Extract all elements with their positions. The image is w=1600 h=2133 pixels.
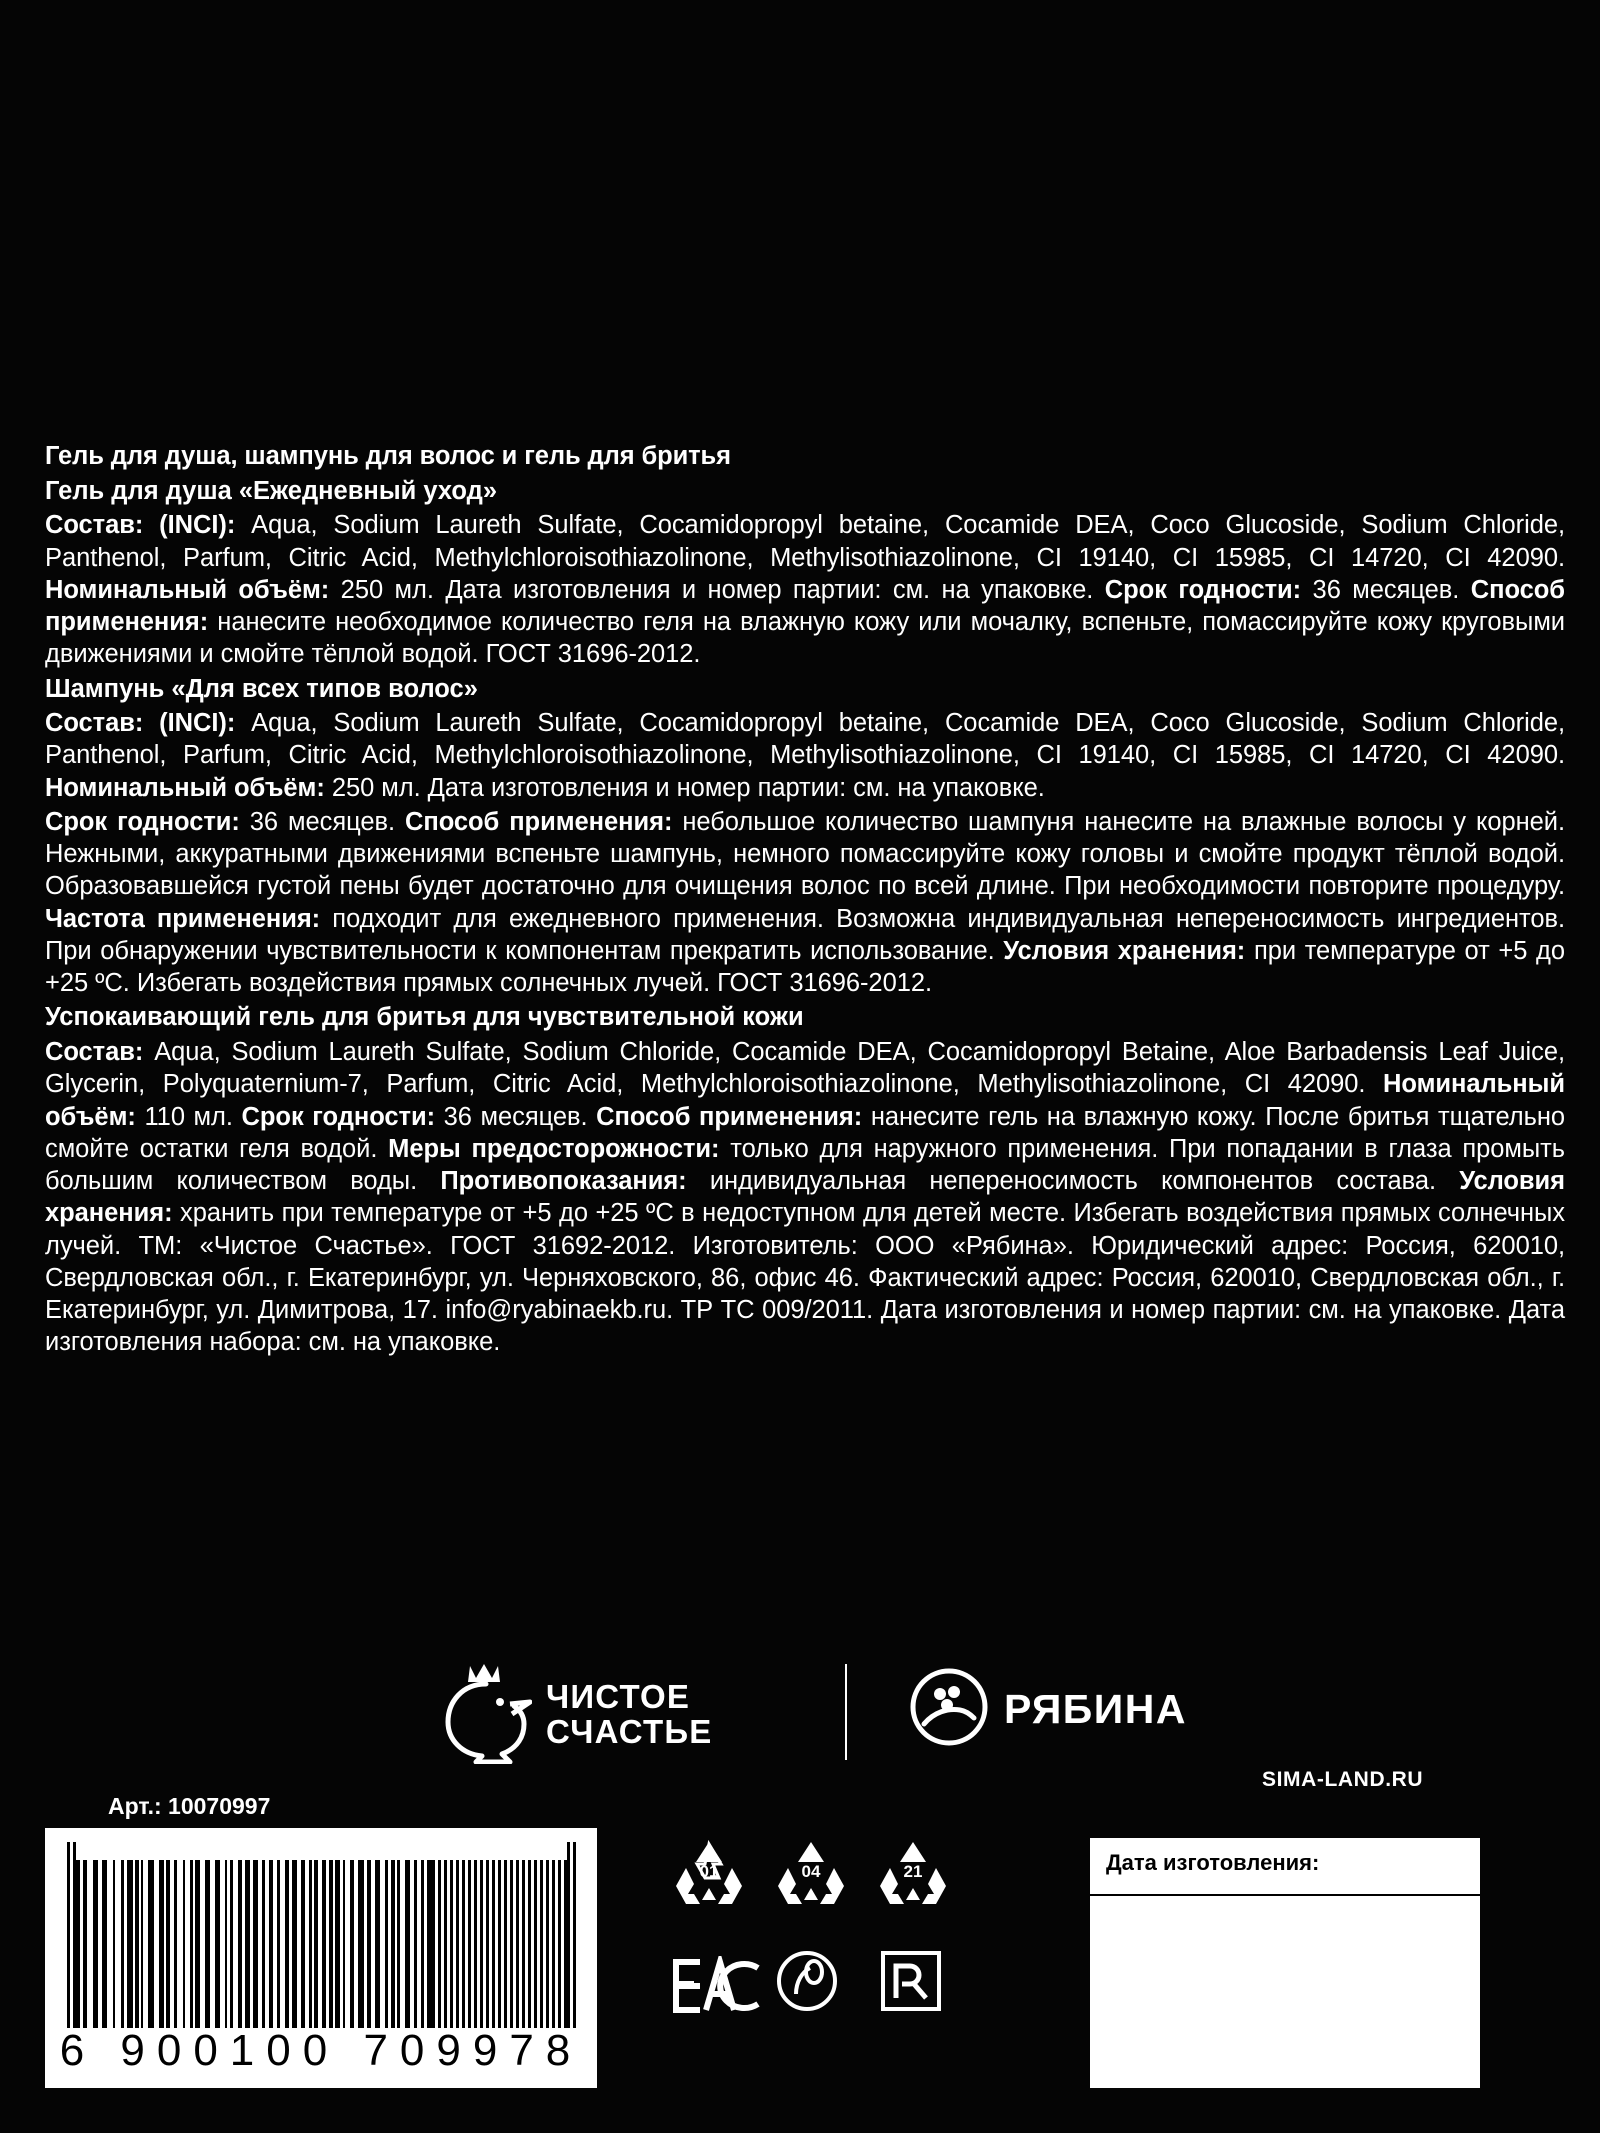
manufacture-date-box[interactable]	[1090, 1838, 1480, 2088]
barcode-bars	[67, 1842, 575, 2028]
section-body-shaving-gel: Состав: Aqua, Sodium Laureth Sulfate, Sodium Chloride, Cocamide DEA, Cocamidopropyl Betaine, Aloe Barbadensis Leaf Juice, Glycerin, Polyquaternium-7, Parfum, Citric Acid, Methylchloroisothiazolinone, Methylisothiazolinone, CI 42090. Номинальный объём: 110 мл. Срок годности: 36 месяцев. Способ применения: нанесите гель на влажную кожу. После бритья тщательно смойте остатки геля водой. Меры предосторожности: только для наружного применения. При попадании в глаза промыть большим количеством воды. Противопоказания: индивидуальная непереносимость компонентов состава. Условия хранения: хранить при температуре от +5 до +25 ºС в недоступном для детей месте. Избегать воздействия прямых солнечных лучей. ТМ: «Чистое Счастье». ГОСТ 31692-2012. Изготовитель: ООО «Рябина». Юридический адрес: Россия, 620010, Свердловская обл., г. Екатеринбург, ул. Черняховского, 86, офис 46. Фактический адрес: Россия, 620010, Свердловская обл., г. Екатеринбург, ул. Димитрова, 17. info@ryabinaekb.ru. ТР ТС 009/2011. Дата изготовления и номер партии: см. на упаковке. Дата изготовления набора: см. на упаковке.	[45, 1038, 1565, 1357]
section-title-shower-gel: Гель для душа «Ежедневный уход»	[45, 476, 498, 505]
ryabina-berry-icon	[910, 1668, 988, 1751]
logo-divider	[845, 1664, 847, 1760]
barcode-digits: 6 900100 709978	[59, 2026, 583, 2075]
recycle-code-21: 21	[903, 1862, 923, 1881]
cosmetics-leaflet-icon	[776, 1950, 838, 2017]
article-number: Арт.: 10070997	[108, 1793, 271, 1819]
logo-chistoe-schastye-text: ЧИСТОЕ СЧАСТЬЕ	[546, 1677, 713, 1750]
recycle-icon-01	[672, 1838, 746, 1908]
logo-ryabina-text: РЯБИНА	[1004, 1686, 1187, 1732]
recycle-icon-04	[774, 1838, 848, 1908]
manufacture-date-divider	[1090, 1894, 1480, 1896]
barcode	[45, 1828, 597, 2088]
label-text-content	[45, 440, 1565, 1361]
eac-mark-icon	[670, 1956, 760, 2023]
sima-land-url: SIMA-LAND.RU	[1262, 1768, 1424, 1791]
recycle-triangles	[672, 1838, 950, 1908]
section-title-shaving-gel: Успокаивающий гель для бритья для чувствительной кожи	[45, 1003, 804, 1032]
section-body-shampoo-2: Срок годности: 36 месяцев. Способ применения: небольшое количество шампуня нанесите на влажные волосы у корней. Нежными, аккуратными движениями вспеньте шампунь, немного помассируйте кожу головы и смойте продукт тёплой водой. Образовавшейся густой пены будет достаточно для очищения волос по всей длине. При необходимости повторите процедуру. Частота применения: подходит для ежедневного применения. Возможна индивидуальная непереносимость ингредиентов. При обнаружении чувствительности к компонентам прекратить использование. Условия хранения: при температуре от +5 до +25 ºС. Избегать воздействия прямых солнечных лучей. ГОСТ 31696-2012.	[45, 807, 1565, 998]
packaging-symbols	[672, 1838, 1002, 2088]
section-body-shower-gel: Состав: (INCI): Aqua, Sodium Laureth Sulfate, Cocamidopropyl betaine, Cocamide DEA, Coco Glucoside, Sodium Chloride, Panthenol, Parfum, Citric Acid, Methylchloroisothiazolinone, Methylisothiazolinone, CI 19140, CI 15985, CI 14720, CI 42090. Номинальный объём: 250 мл. Дата изготовления и номер партии: см. на упаковке. Срок годности: 36 месяцев. Способ применения: нанесите необходимое количество геля на влажную кожу или мочалку, вспеньте, помассируйте кожу круговыми движениями и смойте тёплой водой. ГОСТ 31696-2012.	[45, 511, 1566, 669]
brand-logos	[0, 1658, 1600, 1778]
pap-recycle-icon	[880, 1950, 942, 2017]
manufacture-date-label: Дата изготовления:	[1106, 1850, 1320, 1875]
recycle-icon-21	[876, 1838, 950, 1908]
page-title: Гель для душа, шампунь для волос и гель для бритья	[45, 442, 731, 470]
duck-crown-icon	[440, 1660, 532, 1769]
section-body-shampoo-1: Состав: (INCI): Aqua, Sodium Laureth Sulfate, Cocamidopropyl betaine, Cocamide DEA, Coco Glucoside, Sodium Chloride, Panthenol, Parfum, Citric Acid, Methylchloroisothiazolinone, Methylisothiazolinone, CI 19140, CI 15985, CI 14720, CI 42090. Номинальный объём: 250 мл. Дата изготовления и номер партии: см. на упаковке.	[45, 709, 1565, 802]
logo-chistoe-schastye	[440, 1660, 713, 1769]
section-title-shampoo: Шампунь «Для всех типов волос»	[45, 674, 478, 703]
recycle-code-01: 01	[699, 1862, 719, 1881]
logo-ryabina	[910, 1668, 1187, 1751]
recycle-code-04: 04	[801, 1862, 821, 1881]
